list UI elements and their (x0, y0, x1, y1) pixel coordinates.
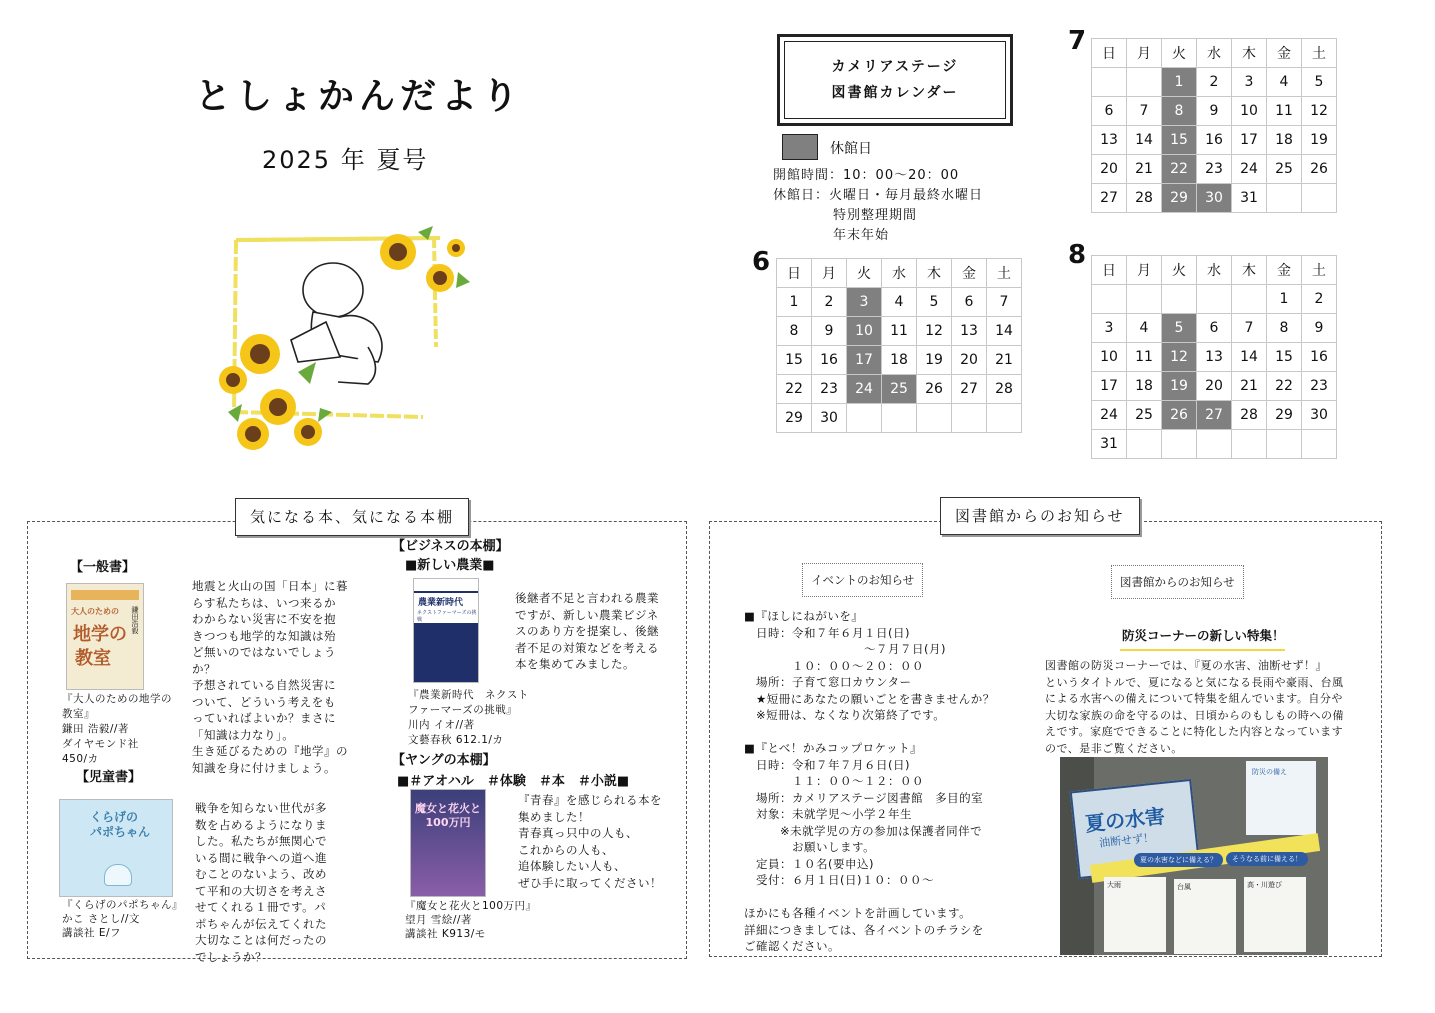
calendar-day: 16 (1197, 126, 1232, 155)
calendar-day: 27 (1197, 401, 1232, 430)
calendar-day: 26 (1162, 401, 1197, 430)
book-cover-earth-science: 大人のための 地学の 教室 鎌田浩毅 (66, 583, 144, 690)
calendar-day: 14 (1232, 343, 1267, 372)
calendar-day: 13 (1092, 126, 1127, 155)
month-label-june: 6 (752, 247, 771, 277)
calendar-day: 21 (1232, 372, 1267, 401)
notice-heading-underline (1120, 646, 1285, 651)
calendar-day: 18 (882, 346, 917, 375)
calendar-day: 16 (1302, 343, 1337, 372)
calendar-day: 3 (1092, 314, 1127, 343)
calendar-day: 23 (812, 375, 847, 404)
weekday-header: 月 (1127, 39, 1162, 68)
weekday-header: 月 (812, 259, 847, 288)
calendar-day: 8 (1267, 314, 1302, 343)
calendar-day: 4 (1267, 68, 1302, 97)
closed-day-legend-swatch (782, 134, 818, 160)
calendar-day: 19 (1302, 126, 1337, 155)
weekday-header: 土 (1302, 39, 1337, 68)
calendar-day: 15 (777, 346, 812, 375)
book-cover-witch-fireworks: 魔女と花火と100万円 (410, 789, 486, 897)
closed-days-special: 特別整理期間 (833, 208, 918, 223)
calendar-august (1091, 255, 1337, 459)
weekday-header: 金 (1267, 39, 1302, 68)
calendar-day: 17 (1092, 372, 1127, 401)
calendar-day: 21 (987, 346, 1022, 375)
calendar-day: 13 (1197, 343, 1232, 372)
business-shelf-description: 後継者不足と言われる農業 ですが、新しい農業ビジネ スのあり方を提案し、後継 者不足の対策などを考える 本を集めてみました。 (515, 591, 659, 671)
calendar-empty-cell (1162, 430, 1197, 459)
business-shelf-subheading: ■新しい農業■ (405, 558, 495, 573)
books-section-title: 気になる本、気になる本棚 (235, 498, 469, 536)
calendar-day: 9 (812, 317, 847, 346)
calendar-day: 11 (882, 317, 917, 346)
calendar-day: 6 (1092, 97, 1127, 126)
calendar-empty-cell (1302, 430, 1337, 459)
opening-hours-info (773, 166, 983, 246)
calendar-day: 23 (1197, 155, 1232, 184)
calendar-day: 12 (917, 317, 952, 346)
weekday-header: 日 (1092, 39, 1127, 68)
calendar-july (1091, 38, 1337, 213)
calendar-day: 7 (1232, 314, 1267, 343)
calendar-empty-cell (1232, 430, 1267, 459)
calendar-day: 15 (1162, 126, 1197, 155)
weekday-header: 木 (917, 259, 952, 288)
young-shelf-heading: 【ヤングの本棚】 (392, 753, 496, 768)
calendar-day: 2 (1302, 285, 1337, 314)
month-label-august: 8 (1068, 240, 1087, 270)
weekday-header: 土 (987, 259, 1022, 288)
weekday-header: 火 (847, 259, 882, 288)
calendar-day: 5 (1162, 314, 1197, 343)
calendar-empty-cell (1197, 285, 1232, 314)
calendar-day: 18 (1127, 372, 1162, 401)
calendar-day: 19 (1162, 372, 1197, 401)
calendar-day: 1 (1162, 68, 1197, 97)
calendar-day: 19 (917, 346, 952, 375)
calendar-day: 8 (777, 317, 812, 346)
calendar-day: 14 (987, 317, 1022, 346)
calendar-empty-cell (1232, 285, 1267, 314)
calendar-day: 25 (1267, 155, 1302, 184)
newsletter-title: としょかんだより (195, 76, 524, 117)
calendar-empty-cell (917, 404, 952, 433)
calendar-june (776, 258, 1022, 433)
business-shelf-heading: 【ビジネスの本棚】 (392, 539, 509, 554)
calendar-empty-cell (1267, 184, 1302, 213)
weekday-header: 土 (1302, 256, 1337, 285)
calendar-day: 9 (1302, 314, 1337, 343)
calendar-empty-cell (1092, 68, 1127, 97)
calendar-day: 29 (777, 404, 812, 433)
calendar-day: 29 (1162, 184, 1197, 213)
calendar-day: 24 (847, 375, 882, 404)
child-reading-sunflowers-illustration (208, 212, 478, 462)
weekday-header: 火 (1162, 39, 1197, 68)
calendar-day: 24 (1232, 155, 1267, 184)
opening-hours: 開館時間：10：00～20：00 (773, 168, 960, 183)
closed-day-legend-label: 休館日 (830, 141, 872, 157)
calendar-day: 28 (987, 375, 1022, 404)
general-books-heading: 【一般書】 (70, 560, 136, 575)
calendar-day: 22 (1267, 372, 1302, 401)
calendar-day: 15 (1267, 343, 1302, 372)
calendar-day: 31 (1232, 184, 1267, 213)
calendar-day: 22 (777, 375, 812, 404)
calendar-day: 14 (1127, 126, 1162, 155)
calendar-day: 11 (1267, 97, 1302, 126)
calendar-day: 1 (777, 288, 812, 317)
events-list: ■『ほしにねがいを』 日時：令和７年６月１日(日) ～７月７日(月) １０：００～２０：００ 場所：子育て窓口カウンター ★短冊にあなたの願いごとを書きませんか？ ※短冊は、なくなり次第終了です。 ■『とべ！かみコップロケット』 日時：令和７年７月６日(日) １１：００～１２：００ 場所：カメリアステージ図書館 多目的室 対象：未就学児～小学２年生 ※未就学児の方の参加は保護者同伴で お願いします。 定員：１０名(要申込) 受付：６月１日(日)１０：００～ ほかにも各種イベントを計画しています。 詳細につきましては、各イベントのチラシを ご確認ください。 (744, 609, 995, 953)
weekday-header: 木 (1232, 256, 1267, 285)
calendar-day: 28 (1127, 184, 1162, 213)
calendar-day: 5 (1302, 68, 1337, 97)
calendar-day: 16 (812, 346, 847, 375)
calendar-day: 3 (1232, 68, 1267, 97)
calendar-day: 9 (1197, 97, 1232, 126)
calendar-day: 4 (1127, 314, 1162, 343)
closed-days: 休館日：火曜日・毎月最終水曜日 (773, 188, 984, 203)
calendar-day: 4 (882, 288, 917, 317)
weekday-header: 金 (952, 259, 987, 288)
calendar-day: 24 (1092, 401, 1127, 430)
calendar-day: 2 (1197, 68, 1232, 97)
business-book-citation: 『農業新時代 ネクスト ファーマーズの挑戦』 川内 イオ//著 文藝春秋 612.1/カ (408, 689, 529, 746)
sunflower-icon (380, 226, 470, 292)
calendar-day: 17 (847, 346, 882, 375)
young-book-citation: 『魔女と花火と100万円』 望月 雪絵//著 講談社 K913/モ (405, 900, 537, 940)
month-label-july: 7 (1068, 26, 1087, 56)
calendar-title-box (777, 34, 1013, 126)
closed-days-yearend: 年末年始 (833, 228, 890, 243)
notice-body: 図書館の防災コーナーでは、『夏の水害、油断せず！』 というタイトルで、夏になると気になる長雨や豪雨、台風 による水害への備えについて特集を組んでいます。自分や 大切な家族の命を守るのは、日頃からのもしもの時への備 えです。家庭でできることに特化した内容となっています ので、是非ご覧ください。 (1045, 659, 1344, 755)
book-cover-kurage: くらげの パポちゃん (59, 799, 173, 897)
weekday-header: 日 (1092, 256, 1127, 285)
calendar-day: 3 (847, 288, 882, 317)
calendar-empty-cell (1267, 430, 1302, 459)
library-news-title: 図書館からのお知らせ (940, 497, 1140, 535)
calendar-day: 22 (1162, 155, 1197, 184)
calendar-day: 11 (1127, 343, 1162, 372)
calendar-day: 10 (847, 317, 882, 346)
calendar-empty-cell (987, 404, 1022, 433)
calendar-day: 10 (1092, 343, 1127, 372)
calendar-day: 6 (952, 288, 987, 317)
children-books-heading: 【児童書】 (76, 770, 142, 785)
calendar-empty-cell (1162, 285, 1197, 314)
children-book-citation: 『くらげのパポちゃん』 かこ さとし//文 講談社 E/フ (62, 899, 183, 939)
calendar-day: 23 (1302, 372, 1337, 401)
calendar-day: 25 (882, 375, 917, 404)
weekday-header: 火 (1162, 256, 1197, 285)
weekday-header: 水 (882, 259, 917, 288)
children-book-description: 戦争を知らない世代が多 数を占めるようになりま した。私たちが無関心で いる間に戦争への道へ進 むことのないよう、改め て平和の大切さを考えさ せてくれる１冊です。パ ポちゃんが伝えてくれた 大切なことは何だったの でしょうか？ (195, 801, 327, 964)
calendar-day: 31 (1092, 430, 1127, 459)
calendar-day: 12 (1302, 97, 1337, 126)
calendar-day: 30 (1302, 401, 1337, 430)
calendar-day: 30 (812, 404, 847, 433)
weekday-header: 月 (1127, 256, 1162, 285)
calendar-day: 25 (1127, 401, 1162, 430)
calendar-day: 2 (812, 288, 847, 317)
calendar-empty-cell (1127, 430, 1162, 459)
book-cover-agriculture: 農業新時代 ネクストファーマーズの挑戦 (413, 578, 479, 683)
calendar-day: 10 (1232, 97, 1267, 126)
calendar-empty-cell (1302, 184, 1337, 213)
general-book-citation: 『大人のための地学の 教室』 鎌田 浩毅//著 ダイヤモンド社 450/カ (62, 693, 172, 765)
calendar-day: 30 (1197, 184, 1232, 213)
young-shelf-description: 『青春』を感じられる本を 集めました！ 青春真っ只中の人も、 これからの人も、 追体験したい人も、 ぜひ手に取ってください！ (518, 793, 662, 890)
calendar-day: 13 (952, 317, 987, 346)
calendar-day: 28 (1232, 401, 1267, 430)
calendar-day: 29 (1267, 401, 1302, 430)
young-shelf-subheading: ■＃アオハル ＃体験 ＃本 ＃小説■ (397, 774, 630, 789)
events-label: イベントのお知らせ (802, 563, 923, 597)
calendar-day: 26 (917, 375, 952, 404)
calendar-day: 26 (1302, 155, 1337, 184)
calendar-title-line2: 図書館カレンダー (831, 85, 959, 101)
calendar-day: 5 (917, 288, 952, 317)
calendar-empty-cell (1092, 285, 1127, 314)
general-book-description: 地震と火山の国「日本」に暮 らす私たちは、いつ来るか わからない災害に不安を抱 きつつも地学的な知識は殆 ど無いのではないでしょう か？ 予想されている自然災害に ついて、どういう考えをも っていればよいか？まさに 「知識は力なり」。 生き延びるための『地学』の 知識を身に付けましょう。 (192, 579, 348, 775)
calendar-day: 20 (952, 346, 987, 375)
calendar-day: 17 (1232, 126, 1267, 155)
calendar-day: 21 (1127, 155, 1162, 184)
notice-heading: 防災コーナーの新しい特集！ (1122, 628, 1285, 643)
calendar-title-line1: カメリアステージ (831, 59, 959, 75)
calendar-empty-cell (1127, 68, 1162, 97)
issue-label: 2025 年 夏号 (262, 146, 429, 174)
calendar-day: 20 (1197, 372, 1232, 401)
weekday-header: 水 (1197, 256, 1232, 285)
calendar-day: 1 (1267, 285, 1302, 314)
calendar-day: 6 (1197, 314, 1232, 343)
weekday-header: 水 (1197, 39, 1232, 68)
disaster-corner-photo: 夏の水害 油断せず！ 防災の備え 夏の水害などに備える？ そうなる前に備える！ 大雨 台風 高・川遊び (1060, 757, 1328, 955)
calendar-day: 8 (1162, 97, 1197, 126)
notice-label: 図書館からのお知らせ (1111, 565, 1244, 599)
weekday-header: 木 (1232, 39, 1267, 68)
calendar-empty-cell (882, 404, 917, 433)
weekday-header: 金 (1267, 256, 1302, 285)
weekday-header: 日 (777, 259, 812, 288)
calendar-day: 27 (1092, 184, 1127, 213)
calendar-day: 7 (1127, 97, 1162, 126)
calendar-day: 7 (987, 288, 1022, 317)
calendar-day: 18 (1267, 126, 1302, 155)
calendar-day: 12 (1162, 343, 1197, 372)
calendar-empty-cell (1197, 430, 1232, 459)
calendar-empty-cell (952, 404, 987, 433)
calendar-empty-cell (1127, 285, 1162, 314)
calendar-empty-cell (847, 404, 882, 433)
calendar-day: 20 (1092, 155, 1127, 184)
calendar-day: 27 (952, 375, 987, 404)
child-icon (291, 263, 382, 384)
